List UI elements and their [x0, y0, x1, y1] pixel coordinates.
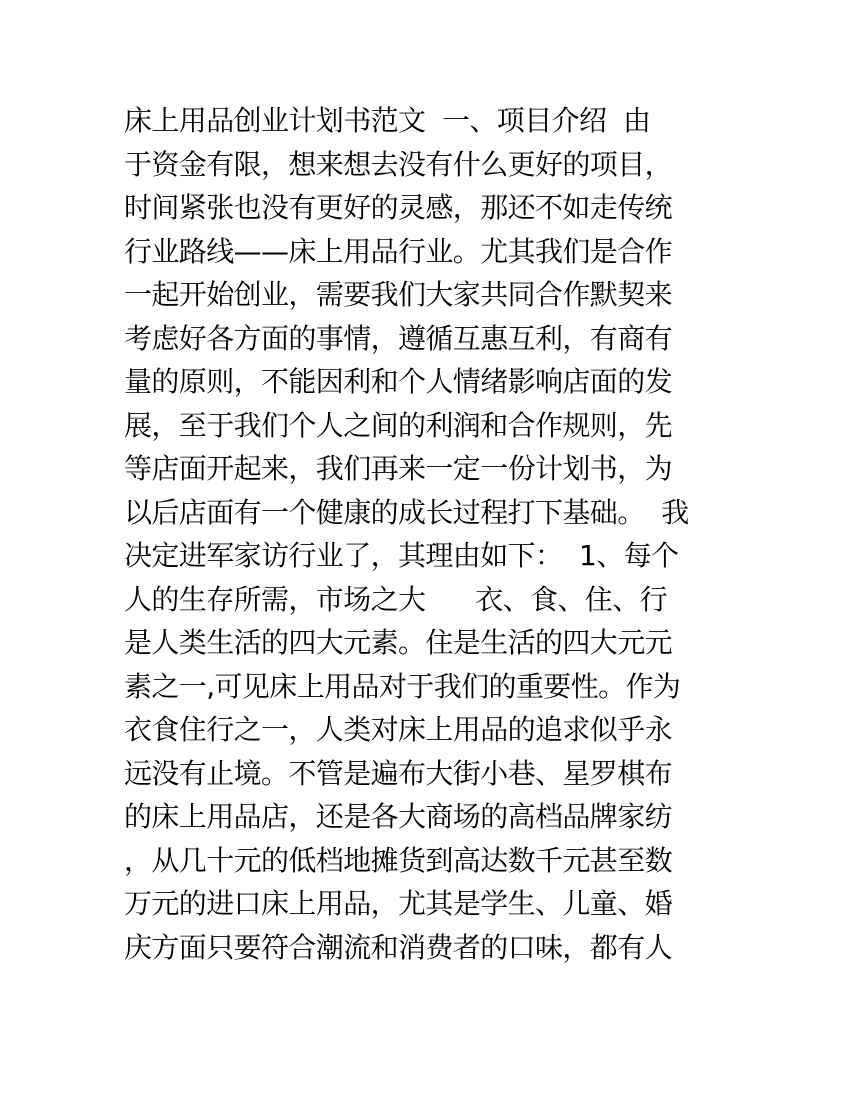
text-line: 以后店面有一个健康的成长过程打下基础。 我 [124, 495, 689, 529]
text-line: 远没有止境。不管是遍布大街小巷、星罗棋布 [124, 756, 673, 790]
text-line: ，从几十元的低档地摊货到高达数千元甚至数 [124, 843, 673, 877]
text-line: 素之一,可见床上用品对于我们的重要性。作为 [124, 669, 681, 703]
text-line: 等店面开起来，我们再来一定一份计划书，为 [124, 452, 673, 485]
text-line: 时间紧张也没有更好的灵感，那还不如走传统 [124, 191, 673, 224]
text-line: 床上用品创业计划书范文 一、项目介绍 由 [124, 104, 651, 137]
text-line: 万元的进口床上用品，尤其是学生、儿童、婚 [124, 887, 673, 920]
text-line: 人的生存所需，市场之大 衣、食、住、行 [124, 582, 668, 616]
text-line: 于资金有限，想来想去没有什么更好的项目， [124, 147, 673, 181]
body-text [124, 99, 724, 969]
text-line: 庆方面只要符合潮流和消费者的口味，都有人 [124, 930, 673, 964]
text-line: 一起开始创业，需要我们大家共同合作默契来 [124, 278, 673, 311]
text-line: 展，至于我们个人之间的利润和合作规则，先 [124, 408, 673, 442]
text-line: 考虑好各方面的事情，遵循互惠互利，有商有 [124, 321, 673, 355]
text-line: 量的原则，不能因利和个人情绪影响店面的发 [124, 365, 673, 398]
text-line: 行业路线——床上用品行业。尤其我们是合作 [124, 234, 673, 268]
text-line: 的床上用品店，还是各大商场的高档品牌家纺 [124, 800, 673, 833]
text-line: 决定进军家访行业了，其理由如下： 1、每个 [124, 539, 679, 572]
text-line: 衣食住行之一，人类对床上用品的追求似乎永 [124, 713, 673, 746]
text-line: 是人类生活的四大元素。住是生活的四大元元 [124, 626, 673, 659]
